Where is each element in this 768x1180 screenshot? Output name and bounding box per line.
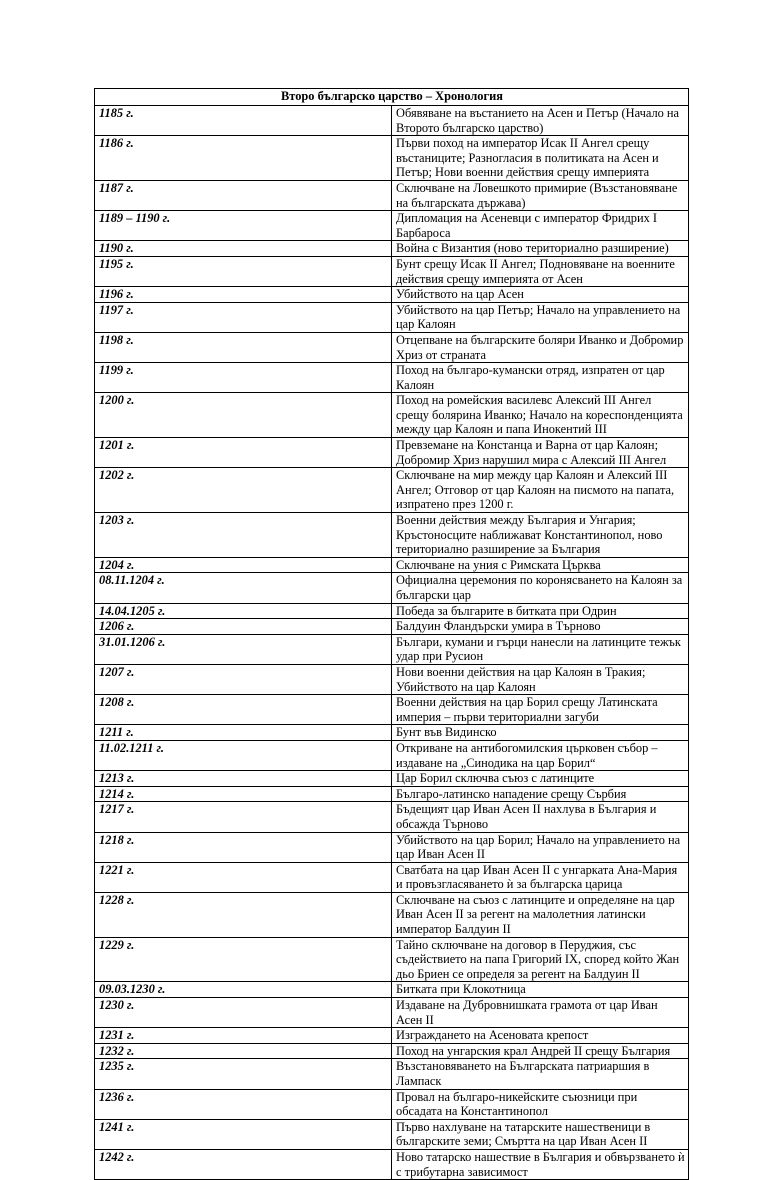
row-event: Нови военни действия на цар Калоян в Тракия; Убийството на цар Калоян bbox=[392, 664, 689, 694]
row-event: Бунт срещу Исак II Ангел; Подновяване на военните действия срещу империята от Асен bbox=[392, 256, 689, 286]
table-row bbox=[95, 832, 689, 862]
chronology-table bbox=[94, 88, 689, 1180]
table-row bbox=[95, 771, 689, 787]
row-date: 1235 г. bbox=[95, 1059, 392, 1089]
row-event: Първи поход на император Исак II Ангел срещу въстаниците; Разногласия в политиката на Асен и Петър; Нови военни действия срещу империята bbox=[392, 136, 689, 181]
row-date: 1231 г. bbox=[95, 1028, 392, 1044]
table-row bbox=[95, 998, 689, 1028]
row-date: 1241 г. bbox=[95, 1119, 392, 1149]
row-date: 11.02.1211 г. bbox=[95, 740, 392, 770]
table-row bbox=[95, 695, 689, 725]
row-date: 1206 г. bbox=[95, 619, 392, 635]
table-body bbox=[95, 106, 689, 1180]
row-event: Убийството на цар Петър; Начало на управлението на цар Калоян bbox=[392, 302, 689, 332]
row-event: Победа за българите в битката при Одрин bbox=[392, 603, 689, 619]
row-date: 1229 г. bbox=[95, 937, 392, 982]
row-date: 1190 г. bbox=[95, 241, 392, 257]
table-row bbox=[95, 740, 689, 770]
row-date: 14.04.1205 г. bbox=[95, 603, 392, 619]
row-date: 1232 г. bbox=[95, 1043, 392, 1059]
row-date: 1228 г. bbox=[95, 892, 392, 937]
table-row bbox=[95, 302, 689, 332]
row-date: 1218 г. bbox=[95, 832, 392, 862]
table-row bbox=[95, 982, 689, 998]
table-row bbox=[95, 136, 689, 181]
row-event: Военни действия между България и Унгария; Кръстоносците наближават Константинопол, ново териториално разширение за България bbox=[392, 513, 689, 558]
row-date: 1185 г. bbox=[95, 106, 392, 136]
row-date: 1200 г. bbox=[95, 393, 392, 438]
table-row bbox=[95, 937, 689, 982]
row-event: Изграждането на Асеновата крепост bbox=[392, 1028, 689, 1044]
row-date: 1198 г. bbox=[95, 332, 392, 362]
row-event: Цар Борил сключва съюз с латинците bbox=[392, 771, 689, 787]
row-date: 1189 – 1190 г. bbox=[95, 211, 392, 241]
table-row bbox=[95, 1028, 689, 1044]
table-row bbox=[95, 1119, 689, 1149]
row-event: Издаване на Дубровнишката грамота от цар Иван Асен II bbox=[392, 998, 689, 1028]
table-row bbox=[95, 786, 689, 802]
row-event: Поход на ромейския василевс Алексий III Ангел срещу болярина Иванко; Начало на кореспонденцията между цар Калоян и папа Инокентий III bbox=[392, 393, 689, 438]
row-event: Битката при Клокотница bbox=[392, 982, 689, 998]
table-row bbox=[95, 1149, 689, 1179]
row-date: 1199 г. bbox=[95, 363, 392, 393]
row-event: Обявяване на въстанието на Асен и Петър (Начало на Второто българско царство) bbox=[392, 106, 689, 136]
table-row bbox=[95, 573, 689, 603]
row-event: Бъдещият цар Иван Асен II нахлува в България и обсажда Търново bbox=[392, 802, 689, 832]
row-event: Поход на българо-кумански отряд, изпратен от цар Калоян bbox=[392, 363, 689, 393]
row-event: Отцепване на българските боляри Иванко и Добромир Хриз от страната bbox=[392, 332, 689, 362]
table-row bbox=[95, 619, 689, 635]
row-event: Възстановяването на Българската патриаршия в Лампаск bbox=[392, 1059, 689, 1089]
row-date: 1202 г. bbox=[95, 468, 392, 513]
row-event: Убийството на цар Борил; Начало на управлението на цар Иван Асен II bbox=[392, 832, 689, 862]
row-event: Сключване на Ловешкото примирие (Възстановяване на българската държава) bbox=[392, 180, 689, 210]
row-date: 1214 г. bbox=[95, 786, 392, 802]
row-date: 1201 г. bbox=[95, 438, 392, 468]
table-row bbox=[95, 603, 689, 619]
table-row bbox=[95, 1059, 689, 1089]
row-date: 1230 г. bbox=[95, 998, 392, 1028]
row-event: Поход на унгарския крал Андрей II срещу България bbox=[392, 1043, 689, 1059]
row-event: Ново татарско нашествие в България и обвързването ѝ с трибутарна зависимост bbox=[392, 1149, 689, 1179]
row-event: Първо нахлуване на татарските нашественици в българските земи; Смъртта на цар Иван Асен II bbox=[392, 1119, 689, 1149]
row-date: 1197 г. bbox=[95, 302, 392, 332]
table-row bbox=[95, 106, 689, 136]
row-date: 1236 г. bbox=[95, 1089, 392, 1119]
table-row bbox=[95, 468, 689, 513]
table-row bbox=[95, 241, 689, 257]
table-row bbox=[95, 211, 689, 241]
row-date: 1187 г. bbox=[95, 180, 392, 210]
row-event: Убийството на цар Асен bbox=[392, 287, 689, 303]
row-date: 31.01.1206 г. bbox=[95, 634, 392, 664]
table-row bbox=[95, 438, 689, 468]
table-row bbox=[95, 862, 689, 892]
row-event: Дипломация на Асеневци с император Фридрих I Барбароса bbox=[392, 211, 689, 241]
row-date: 1195 г. bbox=[95, 256, 392, 286]
row-event: Сключване на мир между цар Калоян и Алексий III Ангел; Отговор от цар Калоян на писмото на папата, изпратено през 1200 г. bbox=[392, 468, 689, 513]
row-date: 1186 г. bbox=[95, 136, 392, 181]
table-row bbox=[95, 332, 689, 362]
table-header-row bbox=[95, 89, 689, 106]
row-date: 1213 г. bbox=[95, 771, 392, 787]
row-event: Сключване на уния с Римската Църква bbox=[392, 557, 689, 573]
row-event: Българо-латинско нападение срещу Сърбия bbox=[392, 786, 689, 802]
row-event: Официална церемония по коронясването на Калоян за български цар bbox=[392, 573, 689, 603]
table-row bbox=[95, 287, 689, 303]
table-row bbox=[95, 725, 689, 741]
row-event: Военни действия на цар Борил срещу Латинската империя – първи териториални загуби bbox=[392, 695, 689, 725]
table-row bbox=[95, 393, 689, 438]
row-event: Тайно сключване на договор в Перуджия, със съдействието на папа Григорий IX, според който Жан дьо Бриен се определя за регент на Балдуин II bbox=[392, 937, 689, 982]
table-row bbox=[95, 557, 689, 573]
row-date: 1196 г. bbox=[95, 287, 392, 303]
row-date: 1211 г. bbox=[95, 725, 392, 741]
row-date: 1208 г. bbox=[95, 695, 392, 725]
table-row bbox=[95, 256, 689, 286]
row-date: 1203 г. bbox=[95, 513, 392, 558]
table-row bbox=[95, 513, 689, 558]
row-event: Българи, кумани и гърци нанесли на латинците тежък удар при Русион bbox=[392, 634, 689, 664]
table-row bbox=[95, 634, 689, 664]
row-event: Балдуин Фландърски умира в Търново bbox=[392, 619, 689, 635]
table-row bbox=[95, 180, 689, 210]
row-date: 08.11.1204 г. bbox=[95, 573, 392, 603]
table-title: Второ българско царство – Хронология bbox=[95, 89, 689, 106]
row-event: Откриване на антибогомилския църковен събор – издаване на „Синодика на цар Борил“ bbox=[392, 740, 689, 770]
table-row bbox=[95, 1089, 689, 1119]
row-event: Провал на българо-никейските съюзници при обсадата на Константинопол bbox=[392, 1089, 689, 1119]
row-date: 1207 г. bbox=[95, 664, 392, 694]
row-event: Война с Византия (ново териториално разширение) bbox=[392, 241, 689, 257]
row-date: 1221 г. bbox=[95, 862, 392, 892]
table-row bbox=[95, 892, 689, 937]
table-row bbox=[95, 802, 689, 832]
table-row bbox=[95, 664, 689, 694]
row-event: Сватбата на цар Иван Асен II с унгарката Ана-Мария и провъзгласяването ѝ за българска царица bbox=[392, 862, 689, 892]
row-date: 1242 г. bbox=[95, 1149, 392, 1179]
row-event: Сключване на съюз с латинците и определяне на цар Иван Асен II за регент на малолетния латински император Балдуин II bbox=[392, 892, 689, 937]
row-event: Превземане на Констанца и Варна от цар Калоян; Добромир Хриз нарушил мира с Алексий III Ангел bbox=[392, 438, 689, 468]
table-row bbox=[95, 1043, 689, 1059]
row-date: 1204 г. bbox=[95, 557, 392, 573]
row-event: Бунт във Видинско bbox=[392, 725, 689, 741]
row-date: 1217 г. bbox=[95, 802, 392, 832]
row-date: 09.03.1230 г. bbox=[95, 982, 392, 998]
table-row bbox=[95, 363, 689, 393]
